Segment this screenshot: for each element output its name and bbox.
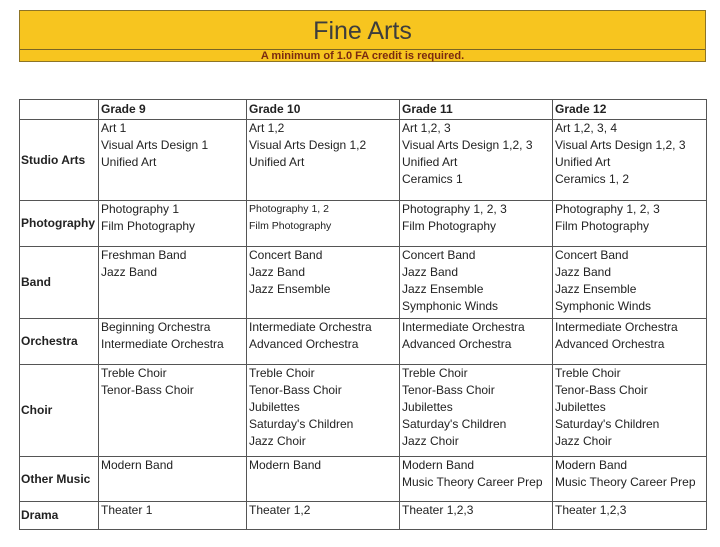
course-item: Film Photography xyxy=(402,219,497,233)
course-item: Music Theory Career Prep xyxy=(555,475,696,489)
course-cell xyxy=(99,319,247,365)
course-item: Advanced Orchestra xyxy=(402,337,512,351)
course-item: Art 1 xyxy=(101,121,127,135)
course-item: Theater 1,2,3 xyxy=(555,503,627,517)
course-item: Photography 1 xyxy=(101,202,180,216)
course-cell xyxy=(553,319,707,365)
course-cell xyxy=(400,365,553,457)
category-label: Band xyxy=(20,247,99,319)
course-item: Intermediate Orchestra xyxy=(101,337,224,351)
table-row xyxy=(20,502,707,530)
course-item: Jazz Ensemble xyxy=(249,282,331,296)
course-item: Film Photography xyxy=(101,219,196,233)
banner-title: Fine Arts xyxy=(313,17,412,45)
course-item: Visual Arts Design 1,2, 3 xyxy=(555,138,686,152)
course-item: Jazz Band xyxy=(101,265,158,279)
grade-header: Grade 10 xyxy=(247,100,400,120)
course-item: Unified Art xyxy=(402,155,458,169)
course-cell xyxy=(553,120,707,201)
course-item: Beginning Orchestra xyxy=(101,320,211,334)
course-item: Treble Choir xyxy=(555,366,621,380)
course-item: Intermediate Orchestra xyxy=(555,320,678,334)
fine-arts-course-table xyxy=(19,99,707,530)
course-item: Theater 1,2 xyxy=(249,503,311,517)
course-item: Jazz Choir xyxy=(402,434,459,448)
course-item: Music Theory Career Prep xyxy=(402,475,543,489)
course-cell xyxy=(247,120,400,201)
course-cell xyxy=(400,247,553,319)
course-item: Treble Choir xyxy=(402,366,468,380)
course-item: Photography 1, 2, 3 xyxy=(402,202,507,216)
course-item: Symphonic Winds xyxy=(555,299,652,313)
course-item: Art 1,2, 3, 4 xyxy=(555,121,618,135)
course-cell xyxy=(247,247,400,319)
category-label: Studio Arts xyxy=(20,120,99,201)
course-item: Jazz Ensemble xyxy=(402,282,484,296)
course-cell xyxy=(400,120,553,201)
course-item: Tenor-Bass Choir xyxy=(402,383,495,397)
course-item: Art 1,2, 3 xyxy=(402,121,451,135)
course-cell xyxy=(400,201,553,247)
course-cell xyxy=(247,502,400,530)
course-item: Modern Band xyxy=(402,458,475,472)
course-item: Theater 1 xyxy=(101,503,153,517)
course-item: Jubilettes xyxy=(555,400,606,414)
course-cell xyxy=(247,365,400,457)
category-label: Choir xyxy=(20,365,99,457)
course-item: Modern Band xyxy=(555,458,628,472)
course-cell xyxy=(99,120,247,201)
course-item: Jazz Choir xyxy=(555,434,612,448)
course-item: Ceramics 1, 2 xyxy=(555,172,630,186)
grade-header: Grade 11 xyxy=(400,100,553,120)
course-cell xyxy=(247,457,400,502)
category-label: Photography xyxy=(20,201,99,247)
course-item: Unified Art xyxy=(249,155,305,169)
course-item: Intermediate Orchestra xyxy=(249,320,372,334)
grade-header-row xyxy=(20,100,707,120)
course-item: Tenor-Bass Choir xyxy=(555,383,648,397)
course-cell xyxy=(400,502,553,530)
course-cell xyxy=(400,319,553,365)
banner-subtitle: A minimum of 1.0 FA credit is required. xyxy=(260,50,465,62)
course-item: Visual Arts Design 1 xyxy=(101,138,209,152)
course-item: Film Photography xyxy=(249,220,332,232)
grade-header: Grade 9 xyxy=(99,100,247,120)
course-item: Jazz Ensemble xyxy=(555,282,637,296)
course-item: Jazz Band xyxy=(555,265,612,279)
course-item: Saturday's Children xyxy=(249,417,354,431)
table-row xyxy=(20,247,707,319)
table-row xyxy=(20,365,707,457)
course-cell xyxy=(99,201,247,247)
table-row xyxy=(20,457,707,502)
course-item: Jazz Band xyxy=(402,265,459,279)
course-item: Modern Band xyxy=(249,458,322,472)
course-item: Tenor-Bass Choir xyxy=(249,383,342,397)
course-item: Photography 1, 2, 3 xyxy=(555,202,660,216)
course-item: Treble Choir xyxy=(101,366,167,380)
course-item: Film Photography xyxy=(555,219,650,233)
table-row xyxy=(20,120,707,201)
course-item: Jazz Band xyxy=(249,265,306,279)
course-item: Saturday's Children xyxy=(402,417,507,431)
course-item: Unified Art xyxy=(101,155,157,169)
course-cell xyxy=(400,457,553,502)
course-item: Visual Arts Design 1,2, 3 xyxy=(402,138,533,152)
fine-arts-banner xyxy=(19,10,706,62)
category-label: Orchestra xyxy=(20,319,99,365)
course-item: Concert Band xyxy=(555,248,629,262)
course-item: Jubilettes xyxy=(249,400,300,414)
course-cell xyxy=(99,457,247,502)
grade-header: Grade 12 xyxy=(553,100,707,120)
course-item: Jubilettes xyxy=(402,400,453,414)
course-item: Modern Band xyxy=(101,458,174,472)
category-label: Drama xyxy=(20,502,99,530)
course-item: Saturday's Children xyxy=(555,417,660,431)
course-item: Concert Band xyxy=(249,248,323,262)
course-item: Symphonic Winds xyxy=(402,299,499,313)
course-item: Theater 1,2,3 xyxy=(402,503,474,517)
course-item: Advanced Orchestra xyxy=(555,337,665,351)
course-item: Ceramics 1 xyxy=(402,172,463,186)
course-item: Visual Arts Design 1,2 xyxy=(249,138,367,152)
course-item: Advanced Orchestra xyxy=(249,337,359,351)
course-cell xyxy=(553,502,707,530)
course-item: Unified Art xyxy=(555,155,611,169)
course-cell xyxy=(553,457,707,502)
course-item: Concert Band xyxy=(402,248,476,262)
course-cell xyxy=(99,365,247,457)
course-cell xyxy=(247,319,400,365)
course-cell xyxy=(553,365,707,457)
course-cell xyxy=(553,201,707,247)
course-cell xyxy=(247,201,400,247)
table-row xyxy=(20,319,707,365)
course-cell xyxy=(99,247,247,319)
corner-cell xyxy=(20,100,99,120)
course-cell xyxy=(553,247,707,319)
course-cell xyxy=(99,502,247,530)
course-item: Treble Choir xyxy=(249,366,315,380)
course-item: Tenor-Bass Choir xyxy=(101,383,194,397)
course-item: Freshman Band xyxy=(101,248,187,262)
course-item: Intermediate Orchestra xyxy=(402,320,525,334)
category-label: Other Music xyxy=(20,457,99,502)
table-row xyxy=(20,201,707,247)
course-item: Art 1,2 xyxy=(249,121,285,135)
course-item: Jazz Choir xyxy=(249,434,306,448)
course-item: Photography 1, 2 xyxy=(249,203,329,215)
